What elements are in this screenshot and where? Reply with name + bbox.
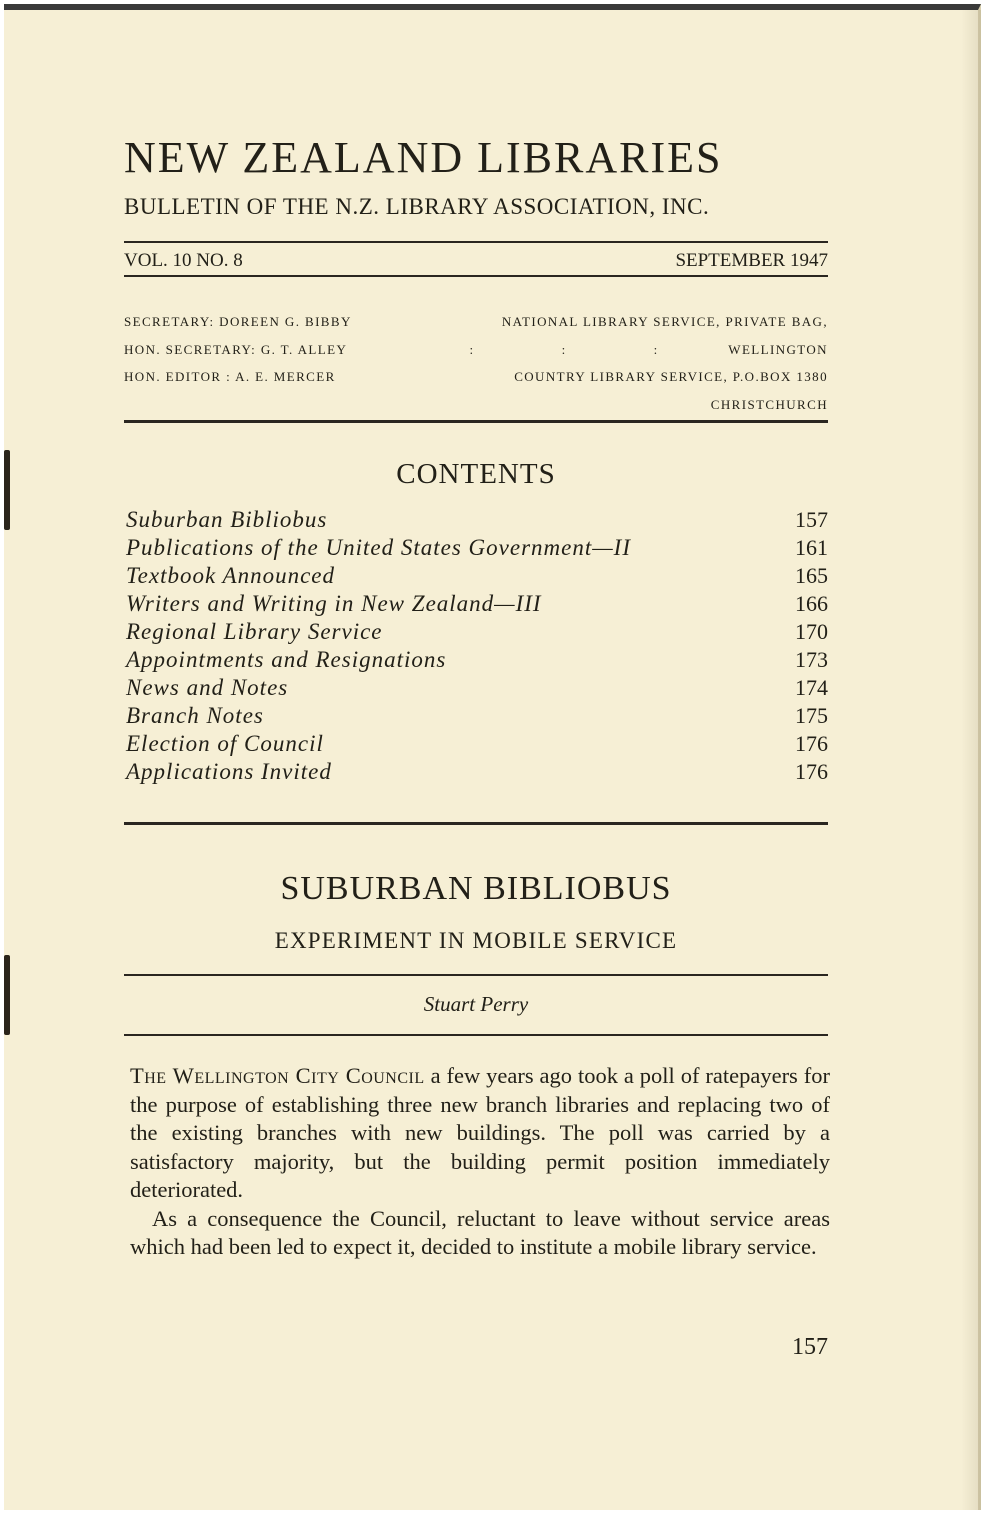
staff-list [124,308,352,391]
volume-number: VOL. 10 NO. 8 [124,250,243,271]
divider [124,241,828,243]
address-city: WELLINGTON [728,341,828,357]
contents-item-page: 161 [795,535,828,560]
address-line: COUNTRY LIBRARY SERVICE, P.O.BOX 1380 [514,369,828,384]
contents-item-title: Writers and Writing in New Zealand—III [126,591,542,616]
contents-item-title: Regional Library Service [126,619,383,644]
article-author: Stuart Perry [423,992,529,1016]
contents-item [126,675,828,703]
staff-hon-editor: HON. EDITOR : A. E. MERCER [124,369,336,384]
article-title: SUBURBAN BIBLIOBUS [280,870,672,907]
contents-item [126,507,828,535]
contents-item-title: News and Notes [126,675,289,700]
staff-secretary: SECRETARY: DOREEN G. BIBBY [124,314,352,329]
divider [124,974,828,976]
staple [4,955,10,1035]
contents-item-title: Textbook Announced [126,563,335,588]
divider [124,275,828,277]
paragraph-text: a few years ago took a poll of ratepayers for the purpose of establishing three new branch libraries and replacing two of the existing branches with new buildings. The poll was carried by a satisfactory majority, but the building permit position immediately deteriorated. [130,1063,830,1202]
colon-mark: : [653,341,659,357]
addresses [452,308,828,418]
contents-item-page: 170 [795,619,828,644]
contents-list [126,507,828,787]
article-body [130,1062,830,1262]
page-number: 157 [792,1334,828,1360]
contents-item [126,703,828,731]
paragraph [130,1062,830,1205]
paragraph: As a consequence the Council, reluctant to leave without service areas which had been led to expect it, decided to institute a mobile library service. [130,1205,830,1259]
divider [124,822,828,825]
contents-item-title: Branch Notes [126,703,264,728]
address-line: CHRISTCHURCH [710,396,828,412]
contents-item-page: 165 [795,563,828,588]
lead-in: The Wellington City Council [130,1063,425,1088]
issue-date: SEPTEMBER 1947 [675,250,828,271]
address-line [452,336,828,364]
article-subtitle: EXPERIMENT IN MOBILE SERVICE [274,928,678,953]
contents-item-page: 174 [795,675,828,700]
contents-item-page: 173 [795,647,828,672]
divider [124,420,828,423]
contents-item-page: 176 [795,759,828,784]
contents-item-page: 175 [795,703,828,728]
address-line: NATIONAL LIBRARY SERVICE, PRIVATE BAG, [501,314,828,329]
colon-mark: : [469,341,475,357]
divider [124,1034,828,1036]
document-page [4,4,981,1510]
contents-heading: CONTENTS [396,458,556,490]
colon-mark: : [561,341,567,357]
staple [4,450,10,530]
journal-subtitle: BULLETIN OF THE N.Z. LIBRARY ASSOCIATION, INC. [124,194,710,219]
contents-item [126,563,828,591]
issue-line [124,248,828,274]
contents-item-title: Publications of the United States Government—II [126,535,632,560]
contents-item-title: Appointments and Resignations [126,647,447,672]
contents-item-title: Election of Council [126,731,324,756]
contents-item-title: Suburban Bibliobus [126,507,328,532]
contents-item [126,619,828,647]
contents-item-title: Applications Invited [126,759,332,784]
contents-item-page: 157 [795,507,828,532]
contents-item [126,759,828,787]
contents-item [126,647,828,675]
contents-item [126,731,828,759]
staff-hon-secretary: HON. SECRETARY: G. T. ALLEY [124,341,348,357]
contents-item-page: 176 [795,731,828,756]
contents-item [126,535,828,563]
journal-title: NEW ZEALAND LIBRARIES [124,133,723,182]
contents-item-page: 166 [795,591,828,616]
contents-item [126,591,828,619]
